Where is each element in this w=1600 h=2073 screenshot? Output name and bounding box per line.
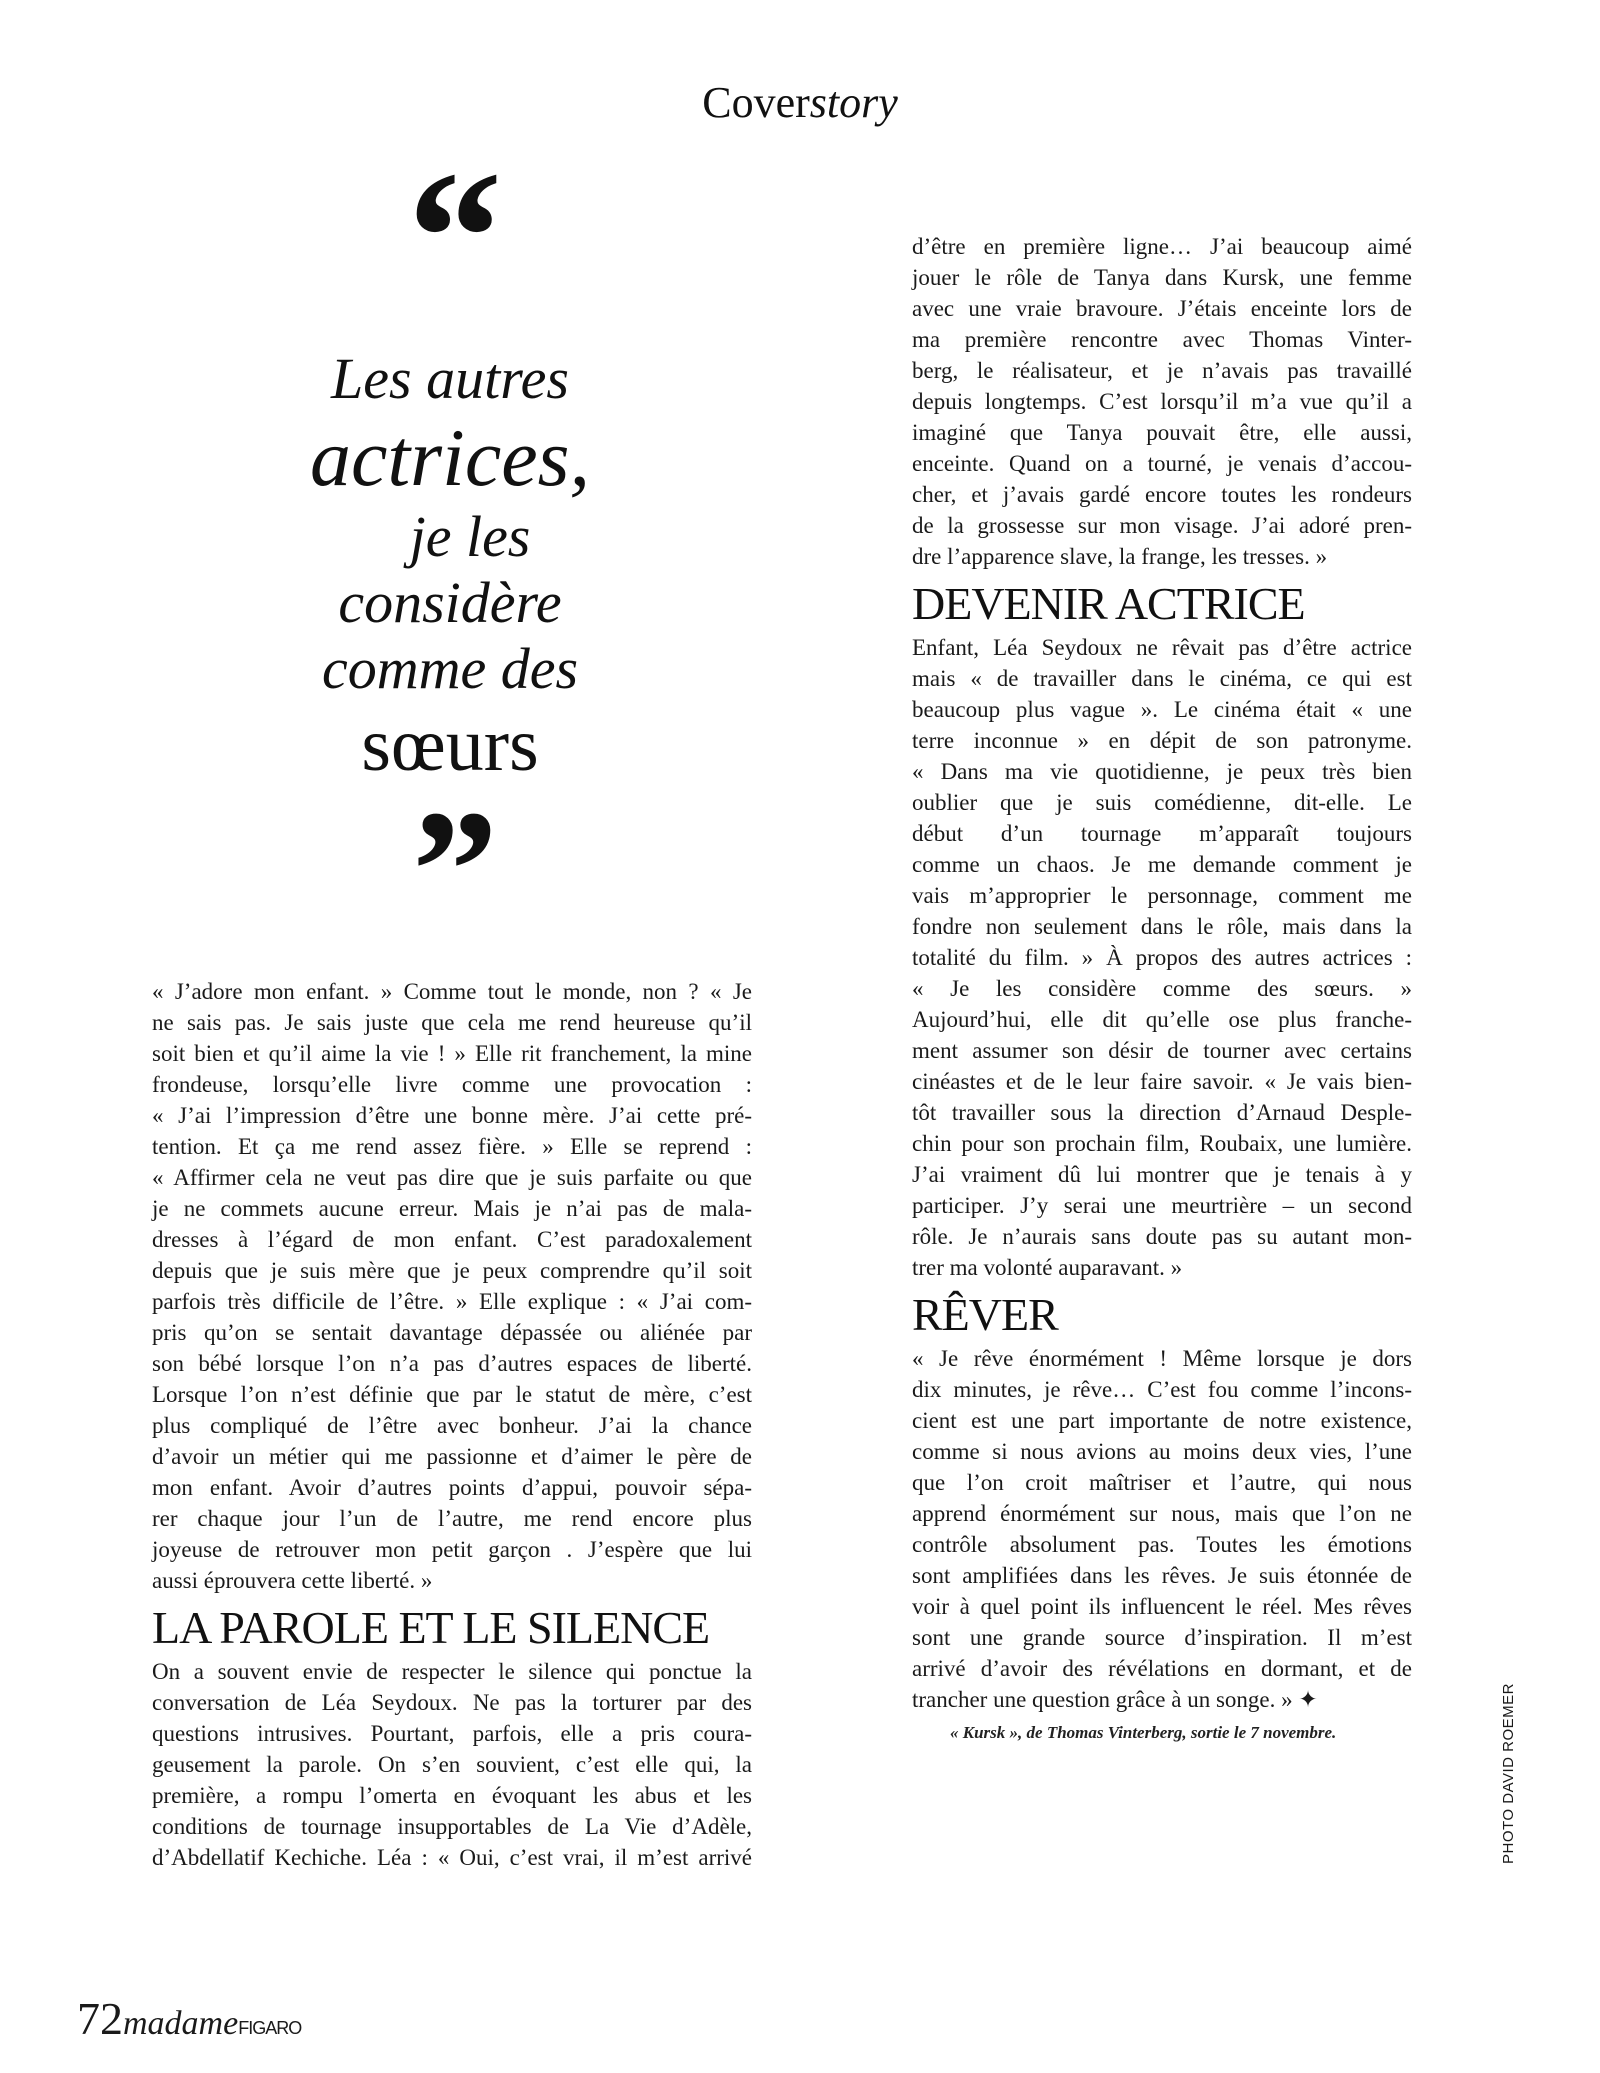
text-line: voir à quel point ils influencent le réel. Mes rêves xyxy=(912,1594,1412,1619)
section-heading: LA PAROLE ET LE SILENCE xyxy=(152,1602,710,1653)
text-line: d’avoir un métier qui me passionne et d’aimer le père de xyxy=(152,1444,752,1469)
text-line: « Dans ma vie quotidienne, je peux très bien xyxy=(912,759,1412,784)
text-line: je ne commets aucune erreur. Mais je n’ai pas de mala- xyxy=(152,1196,752,1221)
text-line: beaucoup plus vague ». Le cinéma était « une xyxy=(912,697,1412,722)
text-line: dix minutes, je rêve… C’est fou comme l’incons- xyxy=(912,1377,1412,1402)
text-line: joyeuse de retrouver mon petit garçon . J’espère que lui xyxy=(152,1537,752,1562)
text-line: comme un chaos. Je me demande comment je xyxy=(912,852,1412,877)
brand-logo-madame: madame xyxy=(123,2005,239,2042)
text-line: geusement la parole. On s’en souvient, c’est elle qui, la xyxy=(152,1752,752,1777)
text-line: enceinte. Quand on a tourné, je venais d’accou- xyxy=(912,451,1412,476)
text-line: cher, et j’avais gardé encore toutes les rondeurs xyxy=(912,482,1412,507)
text-line: sont une grande source d’inspiration. Il m’est xyxy=(912,1625,1412,1650)
text-line: première, a rompu l’omerta en évoquant les abus et les xyxy=(152,1783,752,1808)
text-line: tôt travailler sous la direction d’Arnaud Desple- xyxy=(912,1100,1412,1125)
close-quote-icon: ” xyxy=(412,776,498,966)
text-line: avec une vraie bravoure. J’étais enceinte lors de xyxy=(912,296,1412,321)
left-column xyxy=(152,976,752,1873)
text-line: fondre non seulement dans le rôle, mais dans la xyxy=(912,914,1412,939)
text-line: conditions de tournage insupportables de La Vie d’Adèle, xyxy=(152,1814,752,1839)
text-line: trer ma volonté auparavant. » xyxy=(912,1255,1183,1280)
text-line: dre l’apparence slave, la frange, les tresses. » xyxy=(912,544,1328,569)
footnote: « Kursk », de Thomas Vinterberg, sortie le 7 novembre. xyxy=(950,1723,1337,1742)
section-paragraph xyxy=(912,1343,1412,1715)
pull-line: sœurs xyxy=(361,703,539,787)
text-line: sont amplifiées dans les rêves. Je suis étonnée de xyxy=(912,1563,1412,1588)
text-line: « Je les considère comme des sœurs. » xyxy=(912,976,1412,1001)
text-line: « J’adore mon enfant. » Comme tout le monde, non ? « Je xyxy=(152,979,752,1004)
text-line: Lorsque l’on n’est définie que par le statut de mère, c’est xyxy=(152,1382,752,1407)
text-line: apprend énormément sur nous, mais que l’on ne xyxy=(912,1501,1412,1526)
text-line: mon enfant. Avoir d’autres points d’appui, pouvoir sépa- xyxy=(152,1475,752,1500)
text-line: chin pour son prochain film, Roubaix, une lumière. xyxy=(912,1131,1412,1156)
text-line: imaginé que Tanya pouvait être, elle aussi, xyxy=(912,420,1412,445)
text-line: frondeuse, lorsqu’elle livre comme une provocation : xyxy=(152,1072,752,1097)
continued-paragraph xyxy=(912,231,1412,572)
brand-logo-figaro: FIGARO xyxy=(238,2018,302,2038)
text-line: « J’ai l’impression d’être une bonne mère. J’ai cette pré- xyxy=(152,1103,752,1128)
text-line: conversation de Léa Seydoux. Ne pas la torturer par des xyxy=(152,1690,752,1715)
text-line: terre inconnue » en dépit de son patronyme. xyxy=(912,728,1412,753)
text-line: participer. J’y serai une meurtrière – un second xyxy=(912,1193,1412,1218)
text-line: « Affirmer cela ne veut pas dire que je suis parfaite ou que xyxy=(152,1165,752,1190)
pull-line: considère xyxy=(338,570,562,635)
text-line: Enfant, Léa Seydoux ne rêvait pas d’être actrice xyxy=(912,635,1412,660)
text-line: ne sais pas. Je sais juste que cela me rend heureuse qu’il xyxy=(152,1010,752,1035)
photo-credit: PHOTO DAVID ROEMER xyxy=(1500,1683,1517,1864)
text-line: comme si nous avions au moins deux vies, l’une xyxy=(912,1439,1412,1464)
pull-line: Les autres xyxy=(331,346,569,411)
text-line: parfois très difficile de l’être. » Elle explique : « J’ai com- xyxy=(152,1289,752,1314)
text-line: tention. Et ça me rend assez fière. » Elle se reprend : xyxy=(152,1134,752,1159)
text-line: « Je rêve énormément ! Même lorsque je dors xyxy=(912,1346,1412,1371)
text-line: d’être en première ligne… J’ai beaucoup aimé xyxy=(912,234,1412,259)
text-line: d’Abdellatif Kechiche. Léa : « Oui, c’est vrai, il m’est arrivé xyxy=(152,1845,752,1870)
text-line: depuis que je suis mère que je peux comprendre qu’il soit xyxy=(152,1258,752,1283)
header-cover: Cover xyxy=(702,78,810,127)
text-line: dresses à l’égard de mon enfant. C’est paradoxalement xyxy=(152,1227,752,1252)
text-line: pris qu’on se sentait davantage dépassée ou aliénée par xyxy=(152,1320,752,1345)
text-line: trancher une question grâce à un songe. » ✦ xyxy=(912,1687,1318,1712)
text-line: berg, le réalisateur, et je n’avais pas travaillé xyxy=(912,358,1412,383)
text-line: oublier que je suis comédienne, dit-elle. Le xyxy=(912,790,1412,815)
text-line: aussi éprouvera cette liberté. » xyxy=(152,1568,433,1593)
text-line: questions intrusives. Pourtant, parfois, elle a pris coura- xyxy=(152,1721,752,1746)
text-line: mais « de travailler dans le cinéma, ce qui est xyxy=(912,666,1412,691)
text-line: son bébé lorsque l’on n’a pas d’autres espaces de liberté. xyxy=(152,1351,752,1376)
text-line: arrivé d’avoir des révélations en dormant, et de xyxy=(912,1656,1412,1681)
section-paragraph xyxy=(152,1656,752,1873)
pull-line: je les xyxy=(409,504,531,569)
text-line: On a souvent envie de respecter le silence qui ponctue la xyxy=(152,1659,752,1684)
open-quote-icon: “ xyxy=(407,133,503,343)
section-heading: RÊVER xyxy=(912,1289,1058,1340)
text-line: début d’un tournage m’apparaît toujours xyxy=(912,821,1412,846)
intro-paragraph xyxy=(152,976,752,1596)
section-heading: DEVENIR ACTRICE xyxy=(912,578,1305,629)
text-line: cient est une part importante de notre existence, xyxy=(912,1408,1412,1433)
text-line: de la grossesse sur mon visage. J’ai adoré pren- xyxy=(912,513,1412,538)
text-line: soit bien et qu’il aime la vie ! » Elle rit franchement, la mine xyxy=(152,1041,752,1066)
right-column xyxy=(912,231,1412,1715)
text-line: jouer le rôle de Tanya dans Kursk, une femme xyxy=(912,265,1412,290)
text-line: rer chaque jour l’un de l’autre, me rend encore plus xyxy=(152,1506,752,1531)
section-paragraph xyxy=(912,632,1412,1283)
pull-line: actrices, xyxy=(309,412,591,503)
text-line: plus compliqué de l’être avec bonheur. J’ai la chance xyxy=(152,1413,752,1438)
text-line: depuis longtemps. C’est lorsqu’il m’a vue qu’il a xyxy=(912,389,1412,414)
text-line: J’ai vraiment dû lui montrer que je tenais à y xyxy=(912,1162,1412,1187)
text-line: contrôle absolument pas. Toutes les émotions xyxy=(912,1532,1412,1557)
text-line: rôle. Je n’aurais sans doute pas su autant mon- xyxy=(912,1224,1412,1249)
pull-line: comme des xyxy=(321,636,579,701)
text-line: ment assumer son désir de tourner avec certains xyxy=(912,1038,1412,1063)
text-line: Aujourd’hui, elle dit qu’elle ose plus franche- xyxy=(912,1007,1412,1032)
text-line: cinéastes et de le leur faire savoir. « Je vais bien- xyxy=(912,1069,1412,1094)
text-line: que l’on croit maîtriser et l’autre, qui nous xyxy=(912,1470,1412,1495)
page-footer xyxy=(77,1992,301,2045)
section-header xyxy=(0,78,1600,128)
text-line: totalité du film. » À propos des autres actrices : xyxy=(912,945,1412,970)
text-line: ma première rencontre avec Thomas Vinter- xyxy=(912,327,1412,352)
text-line: vais m’approprier le personnage, comment me xyxy=(912,883,1412,908)
pull-quote xyxy=(240,346,660,788)
page-number: 72 xyxy=(77,1993,123,2044)
header-story: story xyxy=(809,78,898,127)
